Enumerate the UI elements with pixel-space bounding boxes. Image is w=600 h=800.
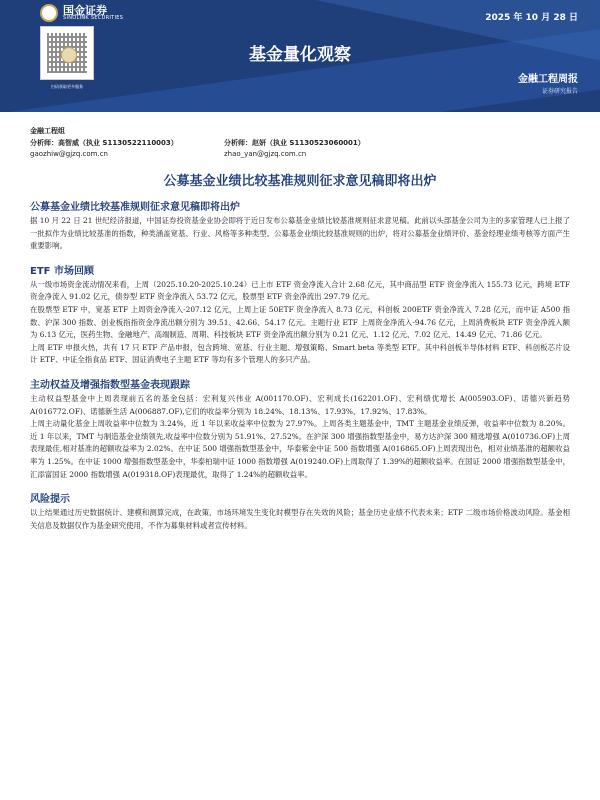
logo-en: SINOLINK SECURITIES [63, 15, 124, 22]
analyst-2: 分析师：赵妍（执业 S1130523060001） [224, 139, 365, 147]
section-paragraph: 主动权益型基金中上周表现前五名的基金包括：宏利复兴伟业 A(001170.OF)、宏利成长(162201.OF)、宏利绩优增长 A(005903.OF)、诺德兴新趋势 A(016772.OF)、诺德新生活 A(006887.OF),它们的收益率分别为 18.24%、18.13%、17.93%、17.92%、17.83%。 [30, 393, 570, 416]
section-paragraph: 据 10 月 22 日 21 世纪经济报道，中国证券投资基金业协会即将于近日发布公募基金业绩比较基准规则征求意见稿。此前以头部基金公司为主的多家管理人已上报了一批拟作为业绩比较基准的指数，种类涵盖宽基、行业、风格等多种类型。公募基金业绩比较基准规则的出炉，将对公募基金业绩评价、基金经理业绩考核等方面产生重要影响。 [30, 216, 570, 251]
email-row [30, 150, 570, 158]
report-header [0, 0, 600, 112]
section-paragraph: 上周主动量化基金上周收益率中位数为 3.24%，近 1 年以来收益率中位数为 27.97%。上周各类主题基金中，TMT 主题基金业绩反弹，收益率中位数为 8.20%。近 1 年以来，TMT 与制造基金业绩领先,收益率中位数分别为 51.91%、27.52%。在沪深 300 增强指数型基金中，易方达沪深 300 精选增强 A(010736.OF)上周表现最佳,相对基准的超额收益率为 2.02%。在中证 500 增强指数型基金中，华泰紫金中证 500 指数增强 A(016865.OF)上周表现出色，相对业绩基准的超额收益率为 1.25%。在中证 1000 增强指数型基金中，华泰柏瑞中证 1000 指数增强 A(019240.OF)上周取得了 1.39%的超额收益率。在国证 2000 增强指数型基金中，汇添富国证 2000 指数增强 A(019318.OF)表现最优，取得了 1.24%的超额收益率。 [30, 419, 570, 479]
research-group: 金融工程组 [30, 127, 65, 135]
section-paragraph: 以上结果通过历史数据统计、建模和测算完成，在政策、市场环境发生变化时模型存在失效的风险；基金历史业绩不代表未来；ETF 二级市场价格波动风险。基金相关信息及数据仅作为基金研究使用，不作为募集材料或者宣传材料。 [30, 508, 570, 530]
analyst-1: 分析师：高智威（执业 S1130522110003） [30, 139, 178, 147]
qr-caption: 扫码获取更多服务 [51, 84, 83, 89]
section-heading: 公募基金业绩比较基准规则征求意见稿即将出炉 [30, 202, 240, 213]
report-series-title: 金融工程周报 [518, 74, 578, 85]
company-logo [40, 4, 123, 22]
report-main-title: 基金量化观察 [249, 45, 351, 65]
section-heading: 主动权益及增强指数型基金表现跟踪 [30, 379, 190, 391]
document-title: 公募基金业绩比较基准规则征求意见稿即将出炉 [163, 174, 437, 189]
report-body [30, 126, 570, 532]
logo-icon [40, 4, 58, 22]
section-paragraph: 从一级市场资金流动情况来看，上周（2025.10.20-2025.10.24）已上市 ETF 资金净流入合计 2.68 亿元，其中商品型 ETF 资金净流入 155.73 亿元，跨境 ETF 资金净流入 91.02 亿元，债券型 ETF 资金净流入 53.72 亿元，股票型 ETF 资金净流出 297.79 亿元。 [30, 279, 570, 302]
section-paragraph: 在股票型 ETF 中，宽基 ETF 上周资金净流入-207.12 亿元，上周上证 50ETF 资金净流入 8.73 亿元，科创板 200ETF 资金净流入 7.28 亿元，而中证 A500 指数、沪深 300 指数、创业板指指资金净流出额分别为 39.51、42.66、54.17 亿元。主题行业 ETF 上周资金净流入-94.76 亿元，上周消费板块 ETF 资金净流入额为 6.13 亿元，医药生物、金融地产、高端制造、周期、科技板块 ETF 资金净流出额分别为 0.21 亿元、1.12 亿元、7.02 亿元、14.49 亿元、71.86 亿元。 [30, 304, 570, 340]
report-date: 2025 年 10 月 28 日 [485, 13, 578, 23]
analyst-2-email[interactable]: zhao_yan@gjzq.com.cn [224, 150, 307, 158]
section-paragraph: 上周 ETF 申报火热，共有 17 只 ETF 产品申报，包含跨境、宽基、行业主题、增强策略、Smart beta 等类型 ETF。其中科创板半导体材料 ETF、科创板芯片设计 ETF、中证全指食品 ETF、国证消费电子主题 ETF 等均有多个管理人的多只产品。 [30, 342, 570, 365]
report-type: 证券研究报告 [541, 88, 578, 95]
section-heading: ETF 市场回顾 [30, 265, 94, 277]
section-heading: 风险提示 [30, 494, 70, 506]
logo-cn: 国金证券 [63, 3, 107, 17]
analyst-1-email[interactable]: gaozhiw@gjzq.com.cn [30, 150, 108, 158]
analyst-row [30, 138, 570, 148]
